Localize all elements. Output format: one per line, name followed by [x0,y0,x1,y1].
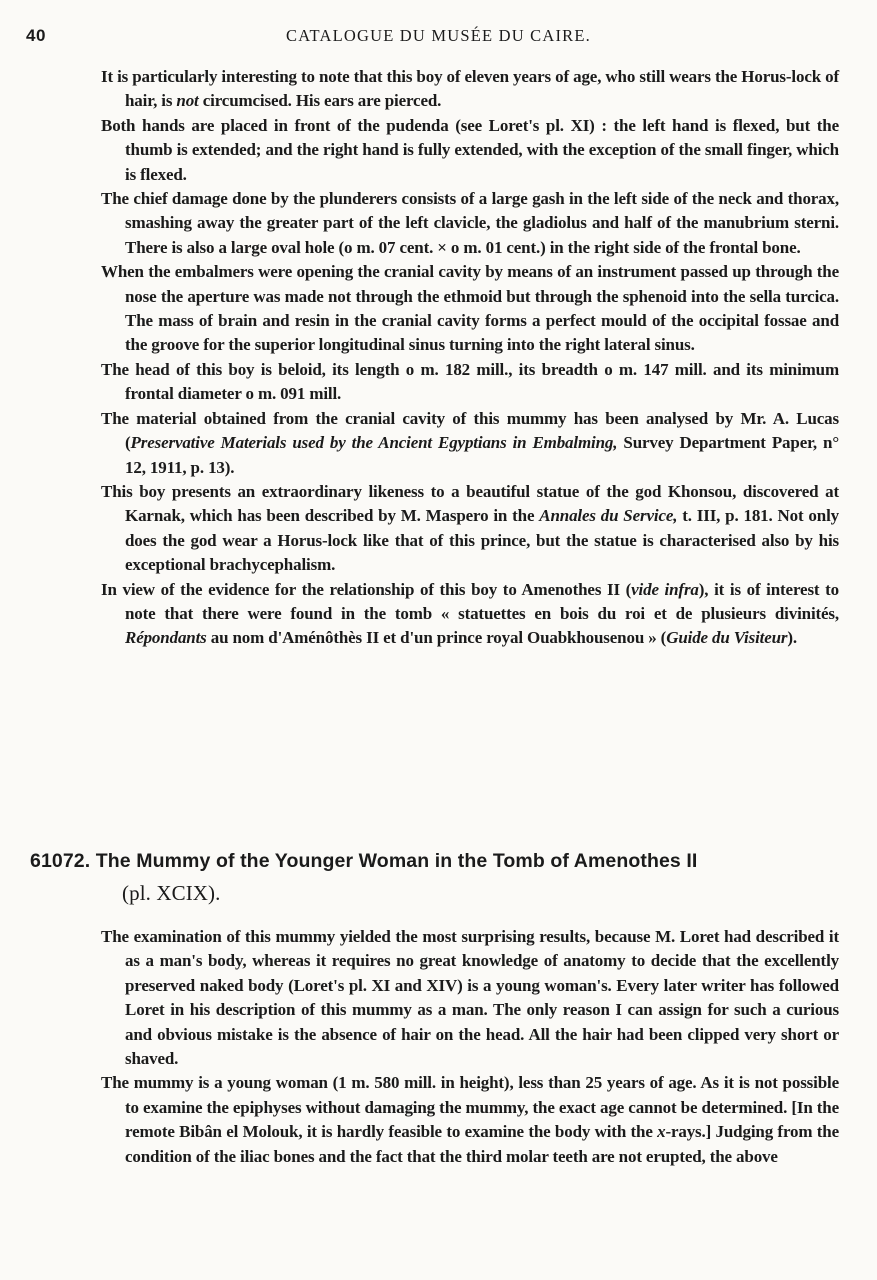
text-run: The mummy is a young woman (1 m. 580 mill. in height), less than 25 years of age. As it is not possible to examine the epiphyses without damaging the mummy, the exact age cannot be determined. [In the remote Bibân el Molouk, it is hardly feasible to examine the body with the [101,1073,839,1142]
text-run: Survey Department Paper, n° 12, 1911, p. 13). [125,433,839,477]
paragraph [101,65,839,114]
paragraph [101,260,839,358]
italic-text: Guide du Visiteur [666,628,788,648]
page-number: 40 [26,26,46,45]
text-run: This boy presents an extraordinary likeness to a beautiful statue of the god Khonsou, discovered at Karnak, which has been described by M. Maspero in the [101,481,839,526]
text-run: The chief damage done by the plunderers consists of a large gash in the left side of the neck and thorax, smashing away the greater part of the left clavicle, the gladiolus and half of the manubrium sterni. There is also a large oval hole (o m. 07 cent. × o m. 01 cent.) in the right side of the frontal bone. [101,189,839,257]
entry-plate-reference: (pl. XCIX). [122,881,221,905]
entry-number: 61072. [30,850,91,872]
running-head [0,26,877,50]
running-title: CATALOGUE DU MUSÉE DU CAIRE. [286,26,591,45]
text-run: t. III, p. 181. Not only does the god wear a Horus-lock like that of this prince, but the statue is characterised also by his exceptional brachycephalism. [125,506,839,575]
text-run: -rays.] Judging from the condition of the iliac bones and the fact that the third molar teeth are not erupted, the above [125,1122,839,1166]
text-run: When the embalmers were opening the cranial cavity by means of an instrument passed up through the nose the aperture was made not through the ethmoid but through the sphenoid into the sella turcica. The mass of brain and resin in the cranial cavity forms a perfect mould of the occipital fossae and the groove for the superior longitudinal sinus turning into the right lateral sinus. [101,262,839,355]
italic-text: Preservative Materials used by the Ancient Egyptians in Embalming, [130,433,618,453]
entry-title: The Mummy of the Younger Woman in the Tomb of Amenothes II [95,850,698,872]
body-text-block-2 [101,925,839,1169]
text-run: circumcised. His ears are pierced. [198,91,442,111]
italic-text: Répondants [125,628,207,648]
text-run: The material obtained from the cranial cavity of this mummy has been analysed by Mr. A. Lucas ( [101,408,839,453]
paragraph [101,578,839,651]
text-run: The head of this boy is beloid, its length o m. 182 mill., its breadth o m. 147 mill. and its minimum frontal diameter o m. 091 mill. [101,359,839,404]
text-run: It is particularly interesting to note that this boy of eleven years of age, who still wears the Horus-lock of hair, is [101,67,839,111]
text-run: ). [787,628,798,648]
paragraph [101,114,839,187]
paragraph [101,1071,839,1169]
paragraph [101,187,839,260]
paragraph [101,480,839,578]
text-run: The examination of this mummy yielded the most surprising results, because M. Loret had described it as a man's body, whereas it requires no great knowledge of anatomy to decide that the excellently preserved naked body (Loret's pl. XI and XIV) is a young woman's. Every later writer has followed Loret in his description of this mummy as a man. The only reason I can assign for such a curious and obvious mistake is the absence of hair on the head. All the hair had been clipped very short or shaved. [101,927,839,1069]
text-run: au nom d'Aménôthès II et d'un prince royal Ouabkhousenou » ( [206,628,667,648]
paragraph [101,925,839,1071]
italic-text: vide infra [631,579,699,599]
text-run: In view of the evidence for the relationship of this boy to Amenothes II ( [101,579,632,599]
italic-text: not [176,91,199,111]
italic-text: x [657,1122,666,1142]
paragraph [101,407,839,480]
body-text-block-1 [101,65,839,651]
entry-heading [30,848,842,907]
text-run: ), it is of interest to note that there were found in the tomb « statuettes en bois du roi et de plusieurs divinités, [125,579,839,623]
text-run: Both hands are placed in front of the pudenda (see Loret's pl. XI) : the left hand is flexed, but the thumb is extended; and the right hand is fully extended, with the exception of the small finger, which is flexed. [101,115,839,184]
paragraph [101,358,839,407]
italic-text: Annales du Service, [539,506,678,526]
